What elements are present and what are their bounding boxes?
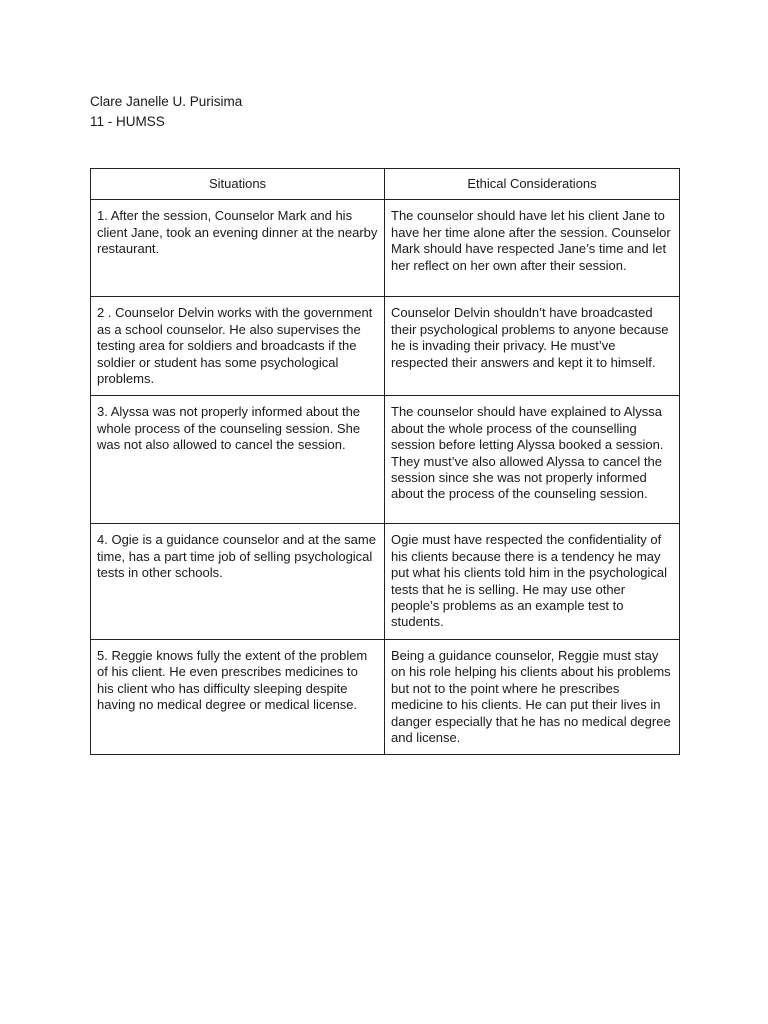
table-row [91, 297, 680, 396]
column-header-situations: Situations [91, 169, 385, 200]
table-row [91, 396, 680, 524]
table-header-row [91, 169, 680, 200]
situation-cell: 2 . Counselor Delvin works with the government as a school counselor. He also supervises the testing area for soldiers and broadcasts if the soldier or student has some psychological problems. [91, 297, 385, 396]
consideration-cell: Ogie must have respected the confidentiality of his clients because there is a tendency he may put what his clients told him in the psychological tests that he is selling. He may use other people’s problems as an example test to students. [385, 524, 680, 639]
table-row [91, 200, 680, 297]
document-header [90, 92, 242, 132]
column-header-ethical-considerations: Ethical Considerations [385, 169, 680, 200]
consideration-cell: The counselor should have explained to Alyssa about the whole process of the counselling session before letting Alyssa booked a session. They must’ve also allowed Alyssa to cancel the session since she was not properly informed about the process of the counseling session. [385, 396, 680, 524]
table-row [91, 639, 680, 754]
situation-cell: 1. After the session, Counselor Mark and his client Jane, took an evening dinner at the nearby restaurant. [91, 200, 385, 297]
situation-cell: 4. Ogie is a guidance counselor and at the same time, has a part time job of selling psychological tests in other schools. [91, 524, 385, 639]
situation-cell: 3. Alyssa was not properly informed about the whole process of the counseling session. She was not also allowed to cancel the session. [91, 396, 385, 524]
ethics-table [90, 168, 680, 755]
grade-section: 11 - HUMSS [90, 114, 165, 129]
consideration-cell: The counselor should have let his client Jane to have her time alone after the session. Counselor Mark should have respected Jane’s time and let her reflect on her own after their session. [385, 200, 680, 297]
student-name: Clare Janelle U. Purisima [90, 94, 243, 109]
consideration-cell: Being a guidance counselor, Reggie must stay on his role helping his clients about his problems but not to the point where he prescribes medicine to his clients. He can put their lives in danger especially that he has no medical degree and license. [385, 639, 680, 754]
table-row [91, 524, 680, 639]
situation-cell: 5. Reggie knows fully the extent of the problem of his client. He even prescribes medicines to his client who has difficulty sleeping despite having no medical degree or medical license. [91, 639, 385, 754]
consideration-cell: Counselor Delvin shouldn’t have broadcasted their psychological problems to anyone because he is invading their privacy. He must’ve respected their answers and kept it to himself. [385, 297, 680, 396]
